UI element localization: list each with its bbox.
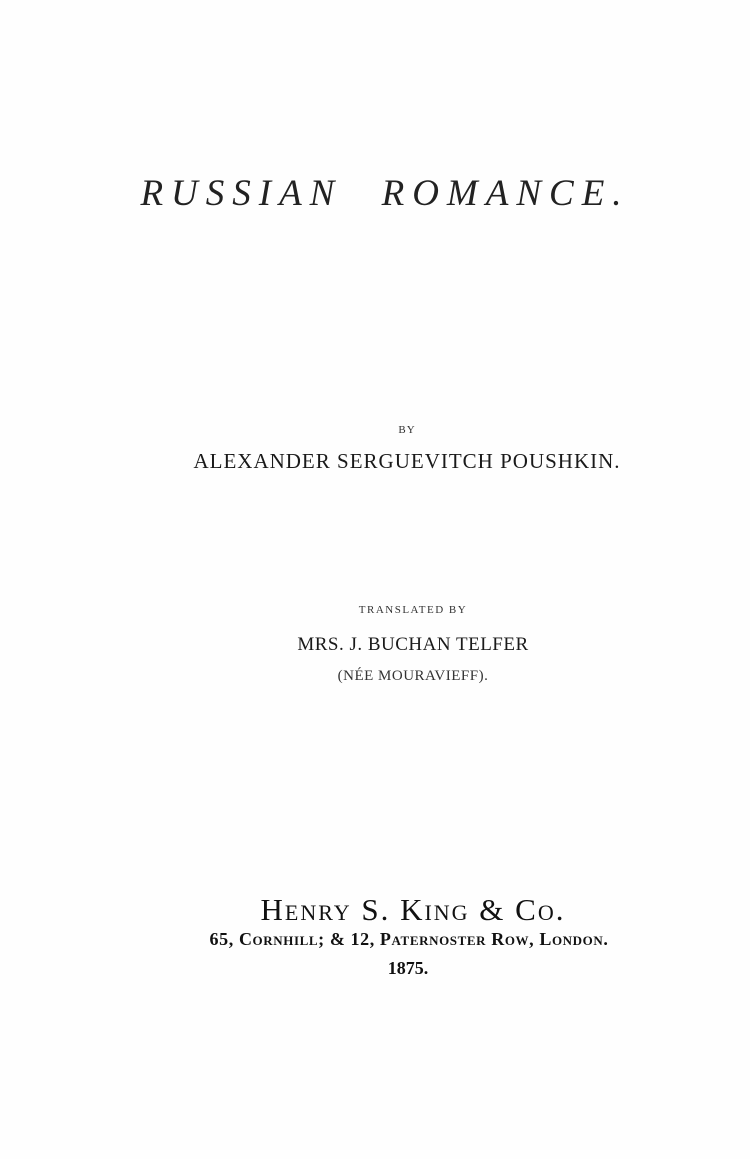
publisher-address: 65, Cornhill; & 12, Paternoster Row, London. [209,929,609,949]
translated-by-label: TRANSLATED BY [358,604,468,616]
translator-maiden-name: (NÉE MOURAVIEFF). [337,668,489,684]
publication-year: 1875. [387,958,429,978]
translator-name: MRS. J. BUCHAN TELFER [297,634,529,655]
by-label: BY [398,424,416,436]
publisher-name: Henry S. King & Co. [260,892,566,927]
author-name: ALEXANDER SERGUEVITCH POUSHKIN. [193,449,621,473]
book-title: RUSSIAN ROMANCE. [140,173,630,214]
